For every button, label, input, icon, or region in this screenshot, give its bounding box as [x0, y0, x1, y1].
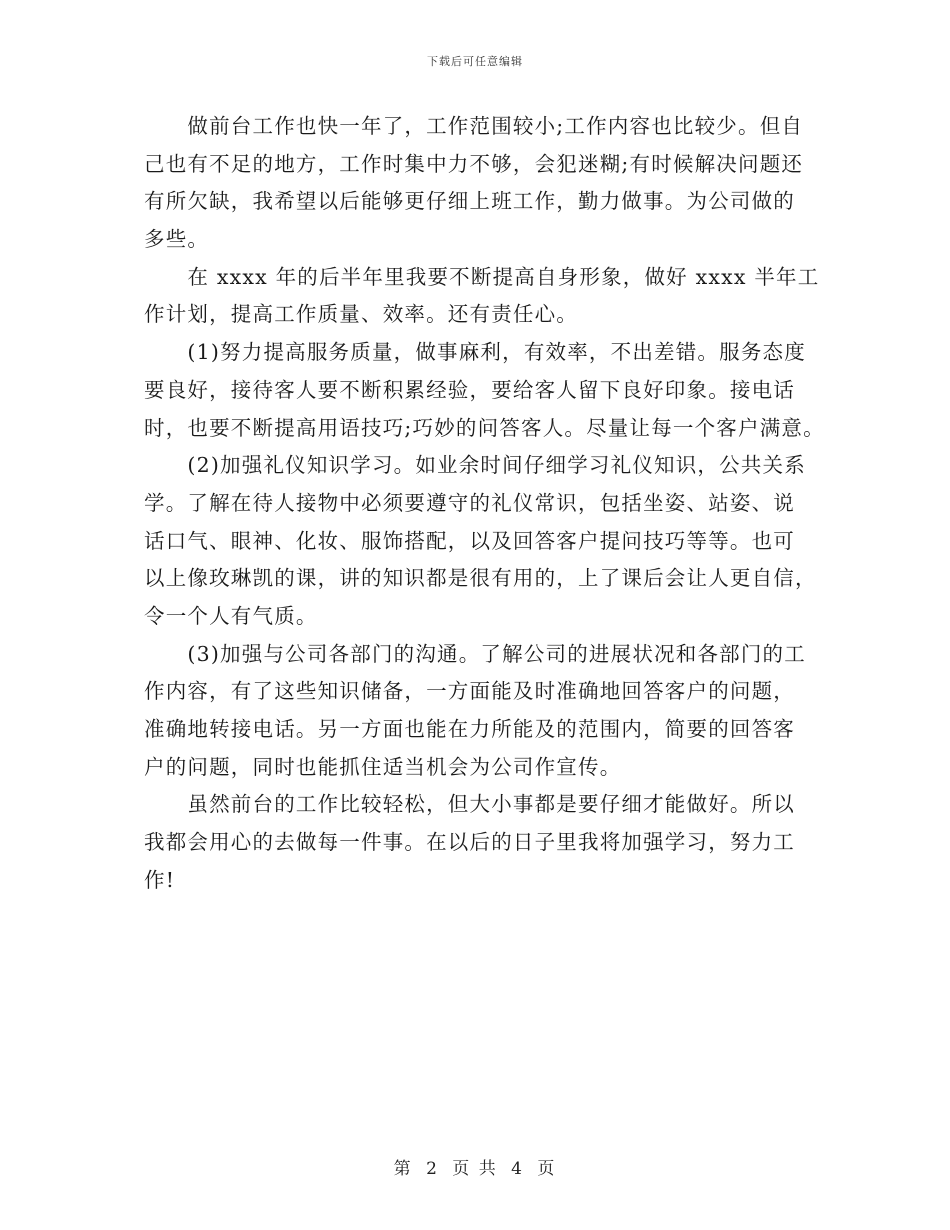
footer-middle: 页 共 [452, 1159, 498, 1179]
document-body [144, 108, 824, 899]
current-page-number: 2 [426, 1159, 439, 1179]
text-line: 作! [144, 867, 176, 892]
paragraph-3 [144, 334, 824, 447]
paragraph-5 [144, 636, 824, 787]
text-line: 虽然前台的工作比较轻松，但大小事都是要仔细才能做好。所以 [144, 792, 795, 817]
text-line: 学。了解在待人接物中必须要遵守的礼仪常识，包括坐姿、站姿、说 [144, 490, 795, 515]
text-line: 做前台工作也快一年了，工作范围较小;工作内容也比较少。但自 [144, 114, 804, 138]
text-line: 准确地转接电话。另一方面也能在力所能及的范围内，简要的回答客 [144, 717, 795, 741]
paragraph-1 [144, 108, 824, 259]
text-line: 令一个人有气质。 [144, 603, 318, 628]
text-line: 己也有不足的地方，工作时集中力不够，会犯迷糊;有时候解决问题还 [144, 151, 804, 176]
paragraph-2 [144, 259, 824, 334]
page-header-note: 下载后可任意编辑 [427, 55, 523, 68]
text-line: 有所欠缺，我希望以后能够更仔细上班工作，勤力做事。为公司做的 [144, 189, 795, 214]
text-line: (2)加强礼仪知识学习。如业余时间仔细学习礼仪知识，公共关系 [144, 453, 806, 478]
total-page-count: 4 [511, 1159, 524, 1179]
text-line: (3)加强与公司各部门的沟通。了解公司的进展状况和各部门的工 [144, 641, 806, 666]
text-line: 多些。 [144, 227, 210, 252]
text-line: 时，也要不断提高用语技巧;巧妙的问答客人。尽量让每一个客户满意。 [144, 415, 825, 440]
text-line: 作计划，提高工作质量、效率。还有责任心。 [144, 302, 578, 327]
page-number-footer [0, 1154, 950, 1179]
text-line: (1)努力提高服务质量，做事麻利，有效率，不出差错。服务态度 [144, 340, 806, 365]
text-line: 要良好，接待客人要不断积累经验，要给客人留下良好印象。接电话 [144, 377, 795, 402]
paragraph-6 [144, 786, 824, 899]
footer-prefix: 第 [393, 1159, 413, 1179]
text-line: 以上像玫琳凯的课，讲的知识都是很有用的，上了课后会让人更自信， [144, 566, 817, 591]
text-line: 作内容，有了这些知识储备，一方面能及时准确地回答客户的问题， [144, 679, 795, 704]
text-line: 在 xxxx 年的后半年里我要不断提高自身形象，做好 xxxx 半年工 [144, 264, 820, 289]
text-line: 我都会用心的去做每一件事。在以后的日子里我将加强学习，努力工 [144, 830, 795, 855]
text-line: 话口气、眼神、化妆、服饰搭配，以及回答客户提问技巧等等。也可 [144, 528, 795, 553]
text-line: 户的问题，同时也能抓住适当机会为公司作宣传。 [144, 754, 622, 779]
footer-suffix: 页 [537, 1159, 557, 1179]
paragraph-4 [144, 447, 824, 635]
